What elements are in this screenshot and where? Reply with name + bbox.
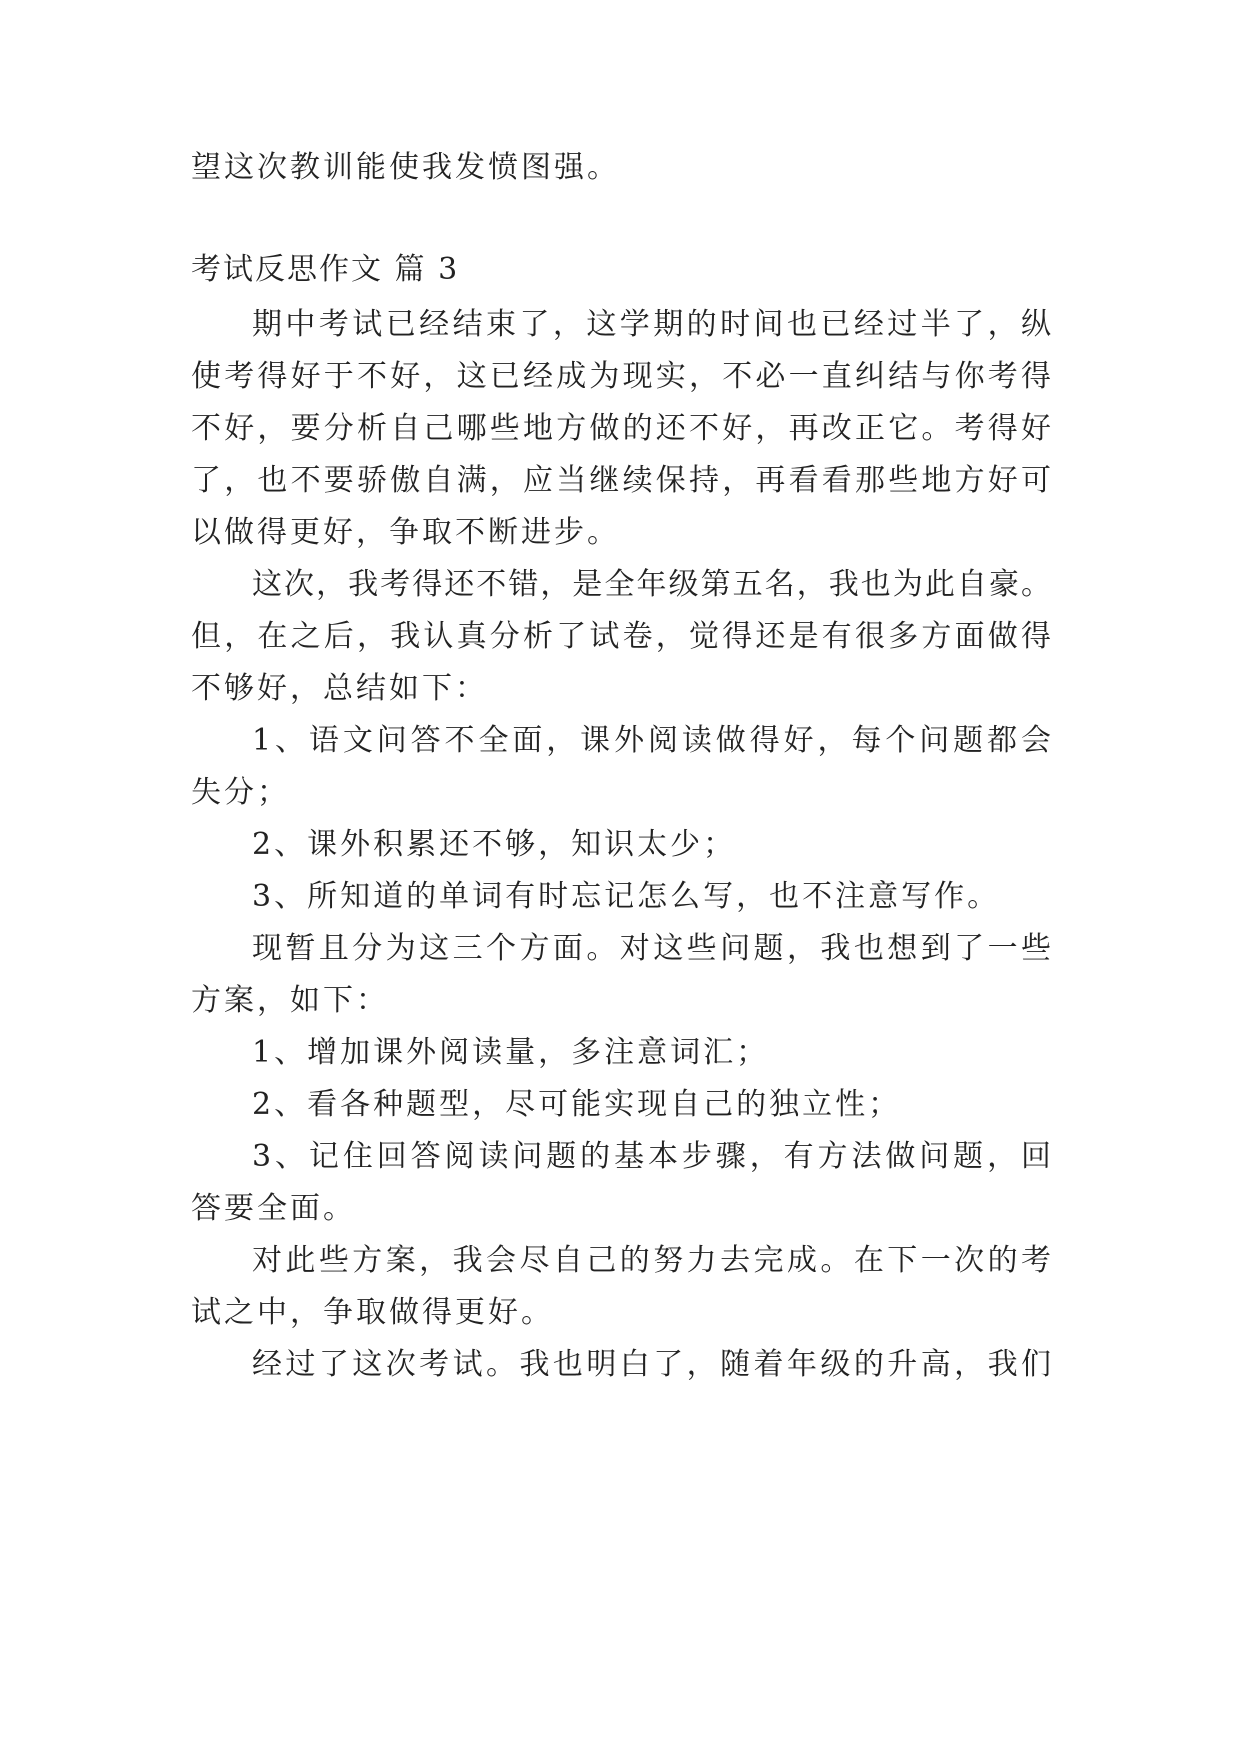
text-line: 试之中，争取做得更好。 bbox=[191, 1295, 554, 1330]
text-line: 了，也不要骄傲自满，应当继续保持，再看看那些地方好可 bbox=[191, 463, 1051, 498]
section-title: 考试反思作文 篇 3 bbox=[191, 252, 460, 287]
text-line: 不够好，总结如下： bbox=[191, 671, 488, 706]
text-line: 现暂且分为这三个方面。对这些问题，我也想到了一些 bbox=[252, 931, 1051, 966]
text-line: 以做得更好，争取不断进步。 bbox=[191, 515, 620, 550]
text-line: 答要全面。 bbox=[191, 1191, 356, 1226]
text-line: 使考得好于不好，这已经成为现实，不必一直纠结与你考得 bbox=[191, 359, 1051, 394]
text-line: 经过了这次考试。我也明白了，随着年级的升高，我们 bbox=[252, 1347, 1051, 1382]
text-line: 2、课外积累还不够，知识太少； bbox=[252, 827, 737, 862]
text-line: 对此些方案，我会尽自己的努力去完成。在下一次的考 bbox=[252, 1243, 1051, 1278]
text-line: 3、所知道的单词有时忘记怎么写，也不注意写作。 bbox=[252, 879, 1001, 914]
text-line: 失分； bbox=[191, 775, 290, 810]
text-line: 3、记住回答阅读问题的基本步骤，有方法做问题，回 bbox=[252, 1139, 1051, 1174]
text-line: 但，在之后，我认真分析了试卷，觉得还是有很多方面做得 bbox=[191, 619, 1051, 654]
carry-over-line: 望这次教训能使我发愤图强。 bbox=[191, 150, 620, 185]
text-line: 1、增加课外阅读量，多注意词汇； bbox=[252, 1035, 770, 1070]
text-line: 不好，要分析自己哪些地方做的还不好，再改正它。考得好 bbox=[191, 411, 1051, 446]
text-line: 1、语文问答不全面，课外阅读做得好，每个问题都会 bbox=[252, 723, 1051, 758]
text-line: 这次，我考得还不错，是全年级第五名，我也为此自豪。 bbox=[252, 567, 1051, 602]
text-line: 方案，如下： bbox=[191, 983, 389, 1018]
text-line: 期中考试已经结束了，这学期的时间也已经过半了，纵 bbox=[252, 307, 1051, 342]
text-line: 2、看各种题型，尽可能实现自己的独立性； bbox=[252, 1087, 902, 1122]
